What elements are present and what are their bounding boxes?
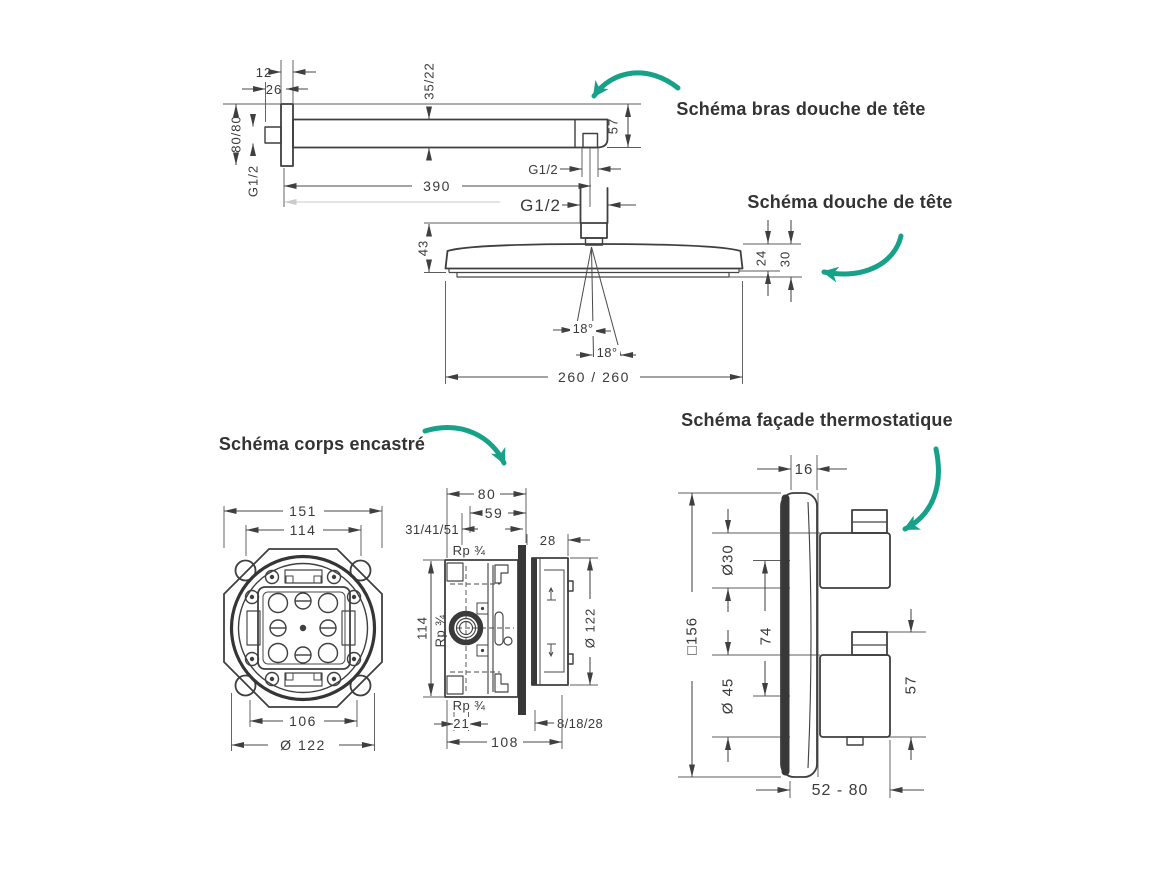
dim-26: 26 xyxy=(265,82,283,97)
thread-rp34-top: Rp ¾ xyxy=(452,543,486,558)
facade-section-label: Schéma façade thermostatique xyxy=(681,410,953,430)
dim-dia-30: Ø30 xyxy=(719,544,737,576)
min-max-mark-top xyxy=(547,588,556,600)
dim-74: 74 xyxy=(757,626,775,646)
dim-35-22: 35/22 xyxy=(421,62,437,100)
dim-sq-156: □156 xyxy=(683,616,701,656)
volume-handle-cap xyxy=(852,632,887,655)
dim-106: 106 xyxy=(289,713,317,729)
dim-52-80: 52 - 80 xyxy=(811,782,869,799)
dim-angle-18-left: 18° xyxy=(572,321,594,336)
dim-114-side: 114 xyxy=(414,616,430,640)
callout-arrow-to-arm-icon xyxy=(594,73,678,96)
dim-80-80: 80/80 xyxy=(228,115,244,153)
spray-face xyxy=(457,273,729,278)
dim-21: 21 xyxy=(453,716,470,731)
callout-arrow-to-facade-icon xyxy=(905,449,938,529)
dim-dia-122-side: Ø 122 xyxy=(582,607,598,649)
dim-8-18-28: 8/18/28 xyxy=(557,716,604,731)
dim-g12-wall: G1/2 xyxy=(245,164,261,198)
dim-57-arm: 57 xyxy=(605,117,621,135)
arm-outlet xyxy=(583,134,598,148)
min-max-mark-bottom xyxy=(547,644,556,656)
concealed-body-side-diagram xyxy=(405,486,603,750)
temperature-handle xyxy=(820,533,890,588)
dim-30: 30 xyxy=(777,250,793,268)
shower-arm xyxy=(293,120,608,148)
wall-flange xyxy=(518,545,526,715)
dim-390: 390 xyxy=(423,178,451,194)
dim-151: 151 xyxy=(289,503,317,519)
dim-31-41-51: 31/41/51 xyxy=(405,522,459,537)
dim-12: 12 xyxy=(255,65,273,80)
thread-rp34-bottom: Rp ¾ xyxy=(452,698,486,713)
arm-wall-connector xyxy=(265,127,281,143)
dim-114-front: 114 xyxy=(289,522,317,538)
volume-handle xyxy=(820,655,890,737)
dim-24: 24 xyxy=(753,249,769,267)
dim-dia-45: Ø 45 xyxy=(719,677,737,715)
dim-16: 16 xyxy=(794,461,814,478)
callout-arrow-to-head-icon xyxy=(824,236,901,274)
dim-dia-122-front: Ø 122 xyxy=(280,737,326,753)
dim-59: 59 xyxy=(484,505,504,521)
wall-plate xyxy=(281,104,293,166)
shower-arm-diagram xyxy=(223,60,641,215)
head-section-label: Schéma douche de tête xyxy=(747,192,953,212)
dim-260-260: 260 / 260 xyxy=(558,369,630,385)
shower-head-diagram xyxy=(416,188,802,385)
dim-57-facade: 57 xyxy=(902,675,920,695)
protection-cover xyxy=(532,558,568,685)
center-hole xyxy=(300,625,306,631)
dim-80-side: 80 xyxy=(477,486,497,502)
dim-43: 43 xyxy=(415,239,431,257)
body-section-label: Schéma corps encastré xyxy=(218,434,426,454)
dim-g12-outlet: G1/2 xyxy=(528,162,558,177)
dim-108: 108 xyxy=(491,734,519,750)
thread-rp34-left: Rp ¾ xyxy=(432,614,448,648)
handle-tab xyxy=(847,737,863,745)
thermostatic-facade-diagram xyxy=(678,455,926,799)
dim-g12-head: G1/2 xyxy=(520,196,561,215)
dim-angle-18-right: 18° xyxy=(596,345,618,360)
concealed-body-front-diagram xyxy=(224,503,382,753)
callout-arrow-to-body-icon xyxy=(425,428,504,463)
dim-28: 28 xyxy=(539,533,557,548)
arm-section-label: Schéma bras douche de tête xyxy=(676,99,926,119)
